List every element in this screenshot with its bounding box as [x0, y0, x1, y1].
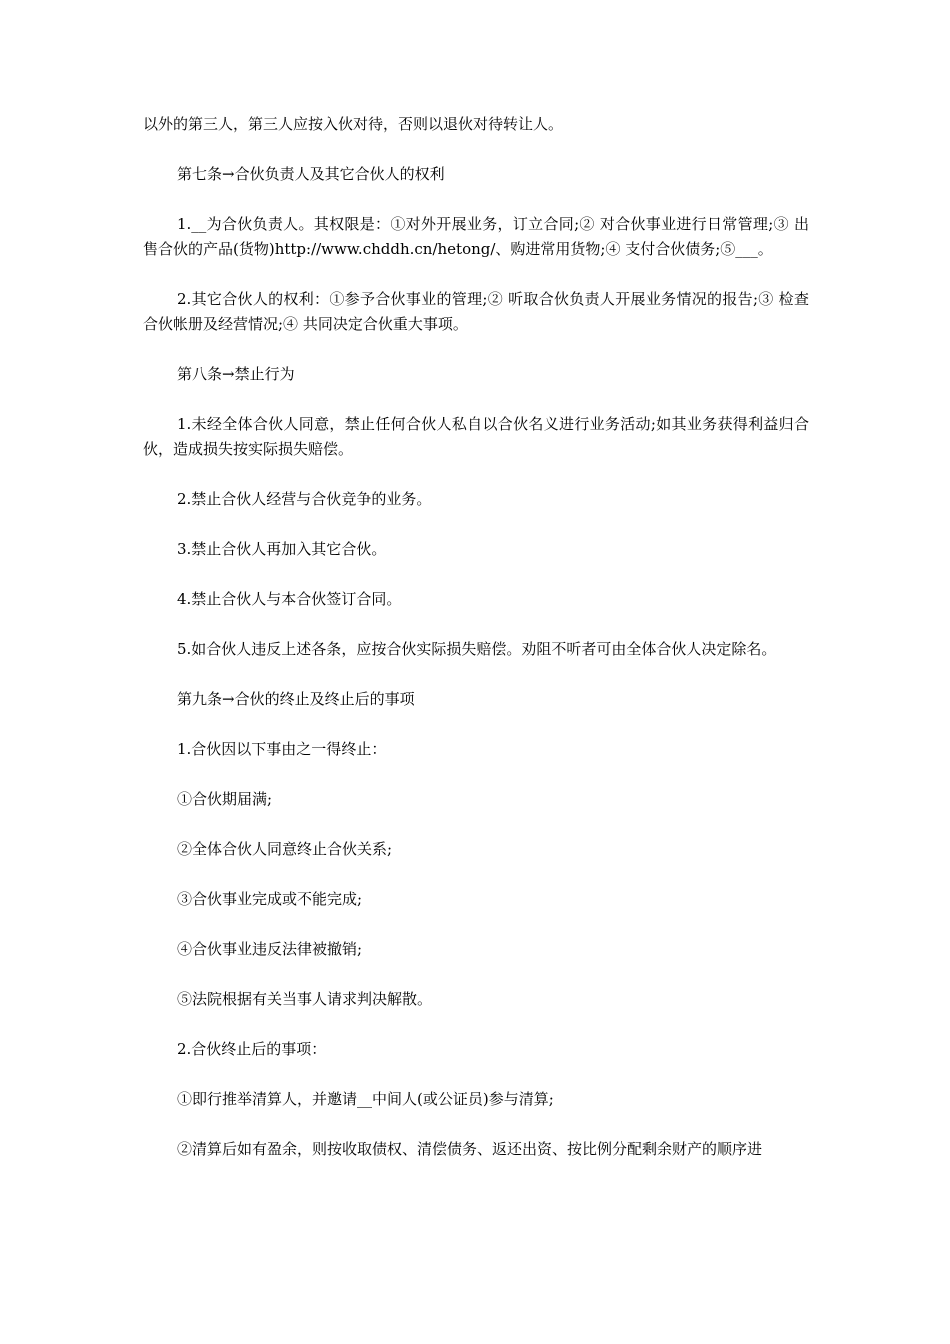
article-8-heading: 第八条→禁止行为 [177, 365, 295, 383]
article-9-item-1: 1.合伙因以下事由之一得终止： [177, 740, 387, 758]
article-8-item-4: 4.禁止合伙人与本合伙签订合同。 [177, 590, 402, 608]
article-9-item-2-sub-2: ②清算后如有盈余，则按收取债权、清偿债务、返还出资、按比例分配剩余财产的顺序进 [177, 1140, 763, 1158]
article-7-item-1: 1.__为合伙负责人。其权限是：①对外开展业务，订立合同;② 对合伙事业进行日常管理;③ 出售合伙的产品(货物)http://www.chddh.cn/hetong/、购进常用货物;④ 支付合伙债务;⑤___。 [143, 215, 809, 258]
article-9-item-1-sub-3: ③合伙事业完成或不能完成; [177, 890, 363, 908]
article-9-item-1-sub-5: ⑤法院根据有关当事人请求判决解散。 [177, 990, 433, 1008]
article-8-item-2: 2.禁止合伙人经营与合伙竞争的业务。 [177, 490, 432, 508]
article-9-heading: 第九条→合伙的终止及终止后的事项 [177, 690, 415, 708]
article-8-item-3: 3.禁止合伙人再加入其它合伙。 [177, 540, 387, 558]
article-9-item-2: 2.合伙终止后的事项： [177, 1040, 327, 1058]
article-8-item-5: 5.如合伙人违反上述各条，应按合伙实际损失赔偿。劝阻不听者可由全体合伙人决定除名。 [177, 640, 777, 658]
paragraph-continuation: 以外的第三人，第三人应按入伙对待，否则以退伙对待转让人。 [143, 115, 564, 133]
article-8-item-1: 1.未经全体合伙人同意，禁止任何合伙人私自以合伙名义进行业务活动;如其业务获得利益归合伙，造成损失按实际损失赔偿。 [143, 415, 809, 458]
article-9-item-1-sub-4: ④合伙事业违反法律被撤销; [177, 940, 363, 958]
article-7-item-2: 2.其它合伙人的权利：①参予合伙事业的管理;② 听取合伙负责人开展业务情况的报告;③ 检查合伙帐册及经营情况;④ 共同决定合伙重大事项。 [143, 290, 809, 333]
article-9-item-1-sub-2: ②全体合伙人同意终止合伙关系; [177, 840, 393, 858]
document-body [143, 112, 809, 1187]
article-9-item-1-sub-1: ①合伙期届满; [177, 790, 273, 808]
article-7-heading: 第七条→合伙负责人及其它合伙人的权利 [177, 165, 445, 183]
article-9-item-2-sub-1: ①即行推举清算人，并邀请__中间人(或公证员)参与清算; [177, 1090, 554, 1108]
